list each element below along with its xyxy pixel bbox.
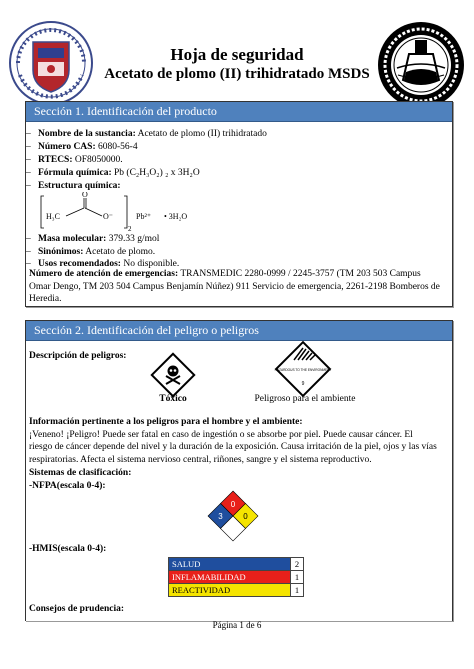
- skull-crossbones-icon: [150, 352, 196, 398]
- structure-h3c: H₃C: [46, 212, 60, 221]
- property-synonyms: – Sinónimos: Acetato de plomo.: [26, 247, 156, 257]
- hmis-label: -HMIS(escala 0-4):: [29, 544, 107, 554]
- document-subtitle: Acetato de plomo (II) trihidratado MSDS: [104, 66, 370, 82]
- nfpa-health-value: 3: [218, 512, 223, 521]
- hazard-information: Información pertinente a los peligros para el hombre y el ambiente: ¡Veneno! ¡Peligro! Puede ser fatal en caso de ingestión o se absorbe por piel. Puede causar cáncer. El riesgo de cáncer depende del nivel y la duración de la exposición. Causa irritación de la piel, ojos y las vías respiratorias. Afecta el sistema nervioso central, riñones, sangre y el sistema reproductivo.: [29, 417, 437, 465]
- nfpa-diamond: [207, 490, 259, 542]
- hmis-row-health: SALUD 2: [169, 558, 303, 571]
- section-1-header: Sección 1. Identificación del producto: [26, 102, 452, 122]
- structure-o-top: O: [82, 192, 88, 199]
- environment-class-number: 9: [301, 381, 305, 387]
- nfpa-fire-value: 0: [230, 500, 236, 509]
- property-cas-number: – Número CAS: 6080-56-4: [26, 142, 138, 152]
- pictogram-caption-environment: Peligroso para el ambiente: [254, 394, 356, 404]
- document-title: Hoja de seguridad: [170, 45, 304, 64]
- classification-systems: Sistemas de clasificación: -NFPA(escala 0-4):: [29, 468, 132, 491]
- property-molecular-mass: – Masa molecular: 379.33 g/mol: [26, 234, 160, 244]
- property-rtecs: – RTECS: OF8050000.: [26, 155, 123, 165]
- emergency-numbers: Número de atención de emergencias: TRANSMEDIC 2280-0999 / 2245-3757 (TM 203 503 Campus Omar Dengo, TM 203 504 Campus Benjamín Núñez) 911 Servicio de emergencia, 2261-2198 Bomberos de Heredia.: [29, 269, 440, 304]
- section-2-header: Sección 2. Identificación del peligro o peligros: [26, 321, 452, 341]
- nfpa-reactivity-value: 0: [243, 512, 248, 521]
- structure-o-minus: O⁻: [103, 212, 113, 221]
- university-crest-logo: [8, 20, 94, 106]
- hmis-table: [168, 557, 304, 597]
- page-number: Página 1 de 6: [212, 620, 262, 630]
- property-recommended-uses: – Usos recomendados: No disponible.: [26, 259, 180, 269]
- pictogram-caption-toxic: Tóxico: [159, 394, 187, 404]
- chemistry-school-seal-logo: [376, 20, 466, 110]
- hazardous-to-environment-icon: [274, 340, 332, 398]
- property-chemical-structure: – Estructura química:: [26, 181, 121, 191]
- structure-subscript-2: 2: [128, 225, 132, 232]
- hmis-row-reactivity: REACTIVIDAD 1: [169, 584, 303, 596]
- property-chemical-formula: – Fórmula química: Pb (C₂H₃O₂) ₂ x 3H₂O: [26, 168, 200, 178]
- environment-sign-text: HAZARDOUS TO THE ENVIRONMENT: [274, 368, 332, 372]
- property-substance-name: – Nombre de la sustancia: Acetato de plomo (II) trihidratado: [26, 129, 267, 139]
- structure-pb: Pb²⁺: [136, 212, 152, 221]
- chemical-structure-diagram: [40, 192, 220, 232]
- prudence-advice-label: Consejos de prudencia:: [29, 604, 125, 614]
- hazard-description-label: Descripción de peligros:: [29, 351, 127, 361]
- structure-water: • 3H₂O: [164, 212, 188, 221]
- hmis-row-flammability: INFLAMABILIDAD 1: [169, 571, 303, 584]
